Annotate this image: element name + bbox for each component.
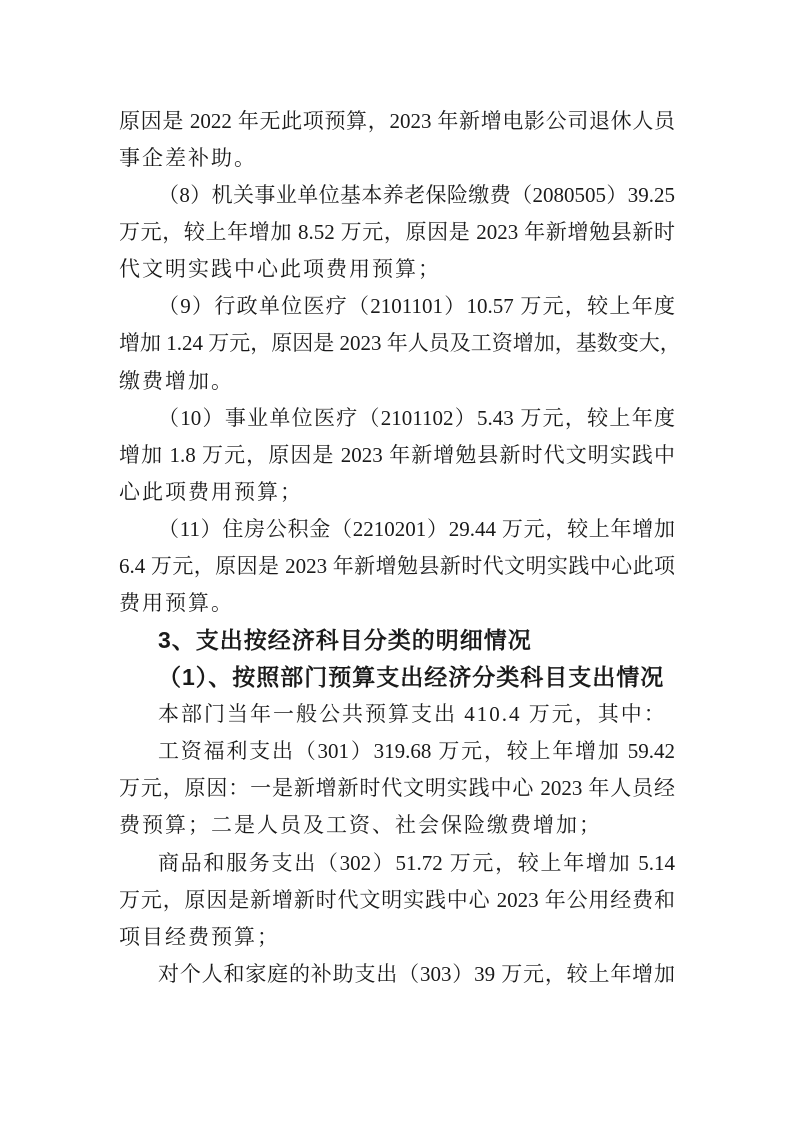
paragraph [119,177,675,288]
text-line: 费预算；二是人员及工资、社会保险缴费增加； [119,813,602,838]
text-line: 万元，原因是新增新时代文明实践中心 2023 年公用经费和 [119,887,675,912]
text-line: 6.4 万元，原因是 2023 年新增勉县新时代文明实践中心此项 [119,553,675,578]
text-line: （11）住房公积金（2210201）29.44 万元，较上年增加 [158,516,675,541]
text-line: 工资福利支出（301）319.68 万元，较上年增加 59.42 [158,739,675,764]
text-line: 心此项费用预算； [119,479,303,504]
paragraph [119,956,675,993]
paragraph [119,511,675,622]
text-line: （10）事业单位医疗（2101102）5.43 万元，较上年度 [158,405,675,430]
document-content [119,103,681,993]
text-line: （8）机关事业单位基本养老保险缴费（2080505）39.25 [158,183,675,208]
text-line: 事企差补助。 [119,146,257,171]
paragraph [119,845,675,956]
paragraph [119,400,675,511]
paragraph [119,696,675,733]
section-heading [119,622,675,659]
paragraph [119,103,675,177]
text-line: 万元，较上年增加 8.52 万元，原因是 2023 年新增勉县新时 [119,220,675,245]
text-line: 缴费增加。 [119,368,234,393]
text-line: 商品和服务支出（302）51.72 万元，较上年增加 5.14 [158,850,675,875]
text-line: 万元，原因：一是新增新时代文明实践中心 2023 年人员经 [119,776,675,801]
text-line: 项目经费预算； [119,924,280,949]
text-line: （9）行政单位医疗（2101101）10.57 万元，较上年度 [158,294,675,319]
text-line: 3、支出按经济科目分类的明细情况 [158,627,532,654]
text-line: 费用预算。 [119,591,234,616]
paragraph [119,288,681,399]
section-heading [119,659,675,696]
text-line: （1）、按照部门预算支出经济分类科目支出情况 [158,664,665,691]
text-line: 增加 1.24 万元，原因是 2023 年人员及工资增加，基数变大， [119,331,681,356]
text-line: 代文明实践中心此项费用预算； [119,257,441,282]
paragraph [119,733,675,844]
text-line: 增加 1.8 万元，原因是 2023 年新增勉县新时代文明实践中 [119,442,675,467]
text-line: 本部门当年一般公共预算支出 410.4 万元，其中： [158,702,667,727]
text-line: 对个人和家庭的补助支出（303）39 万元，较上年增加 [158,961,675,986]
text-line: 原因是 2022 年无此项预算，2023 年新增电影公司退休人员 [119,109,675,133]
